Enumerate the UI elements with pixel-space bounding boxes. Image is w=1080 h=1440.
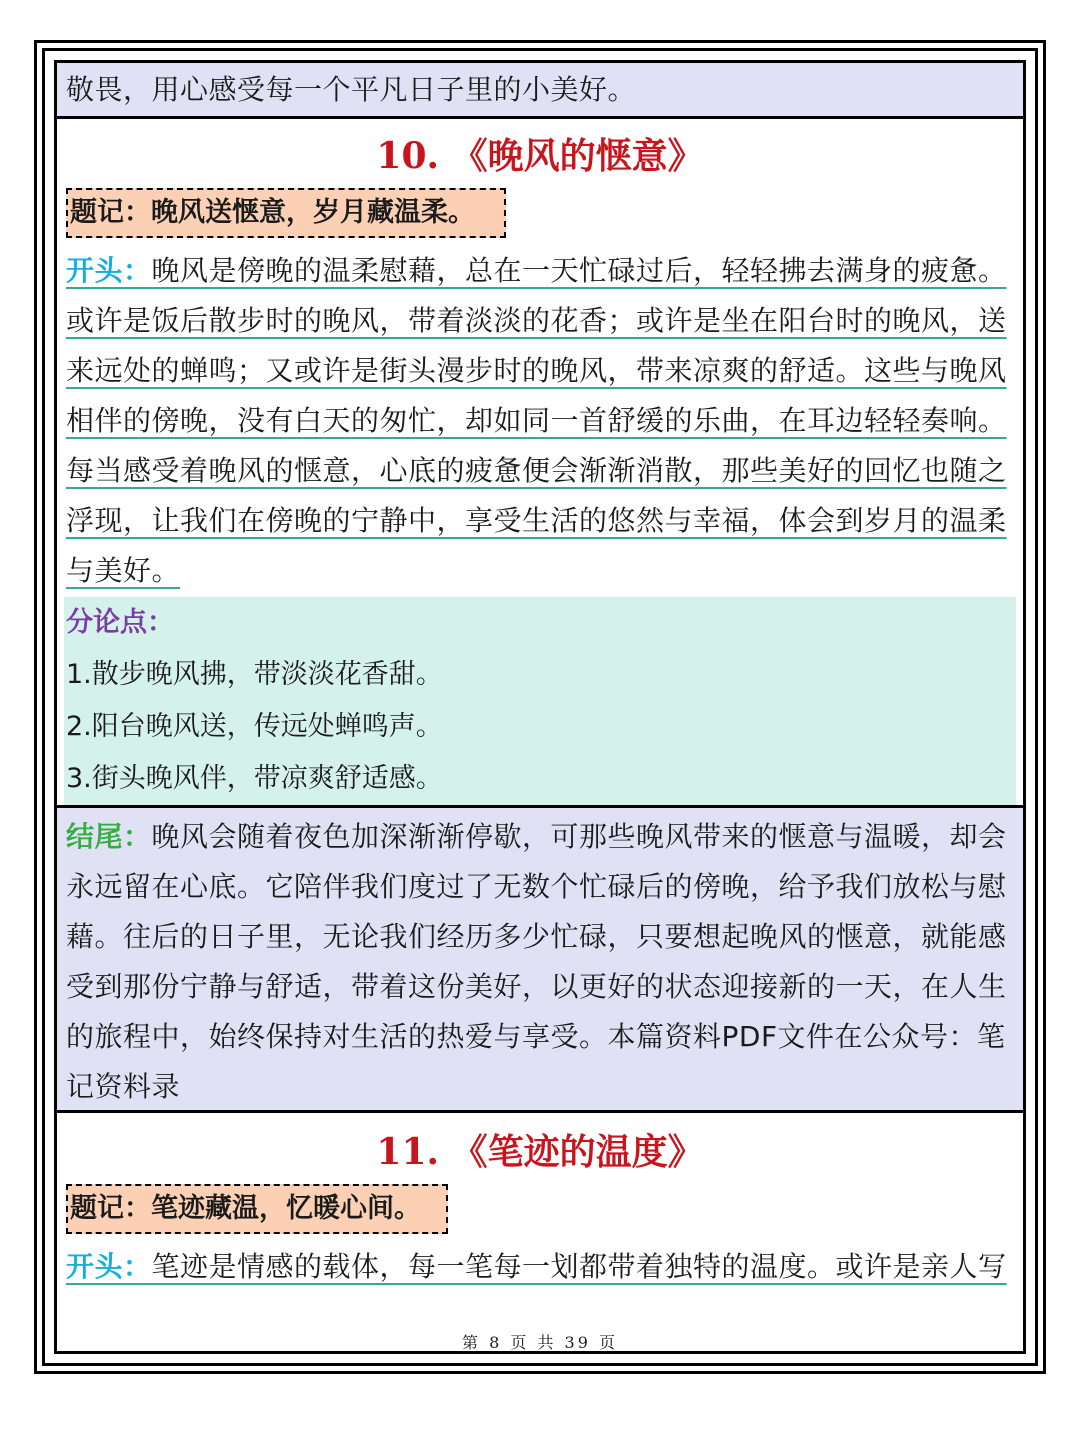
section-11-epigraph: 题记：笔迹藏温，忆暖心间。 (66, 1184, 448, 1234)
divider (57, 1110, 1023, 1113)
section-10-points (64, 597, 1016, 805)
section-11-opening (57, 1242, 1023, 1302)
carryover-block (57, 63, 1023, 116)
section-10-epigraph: 题记：晚风送惬意，岁月藏温柔。 (66, 188, 506, 238)
carryover-text: 敬畏，用心感受每一个平凡日子里的小美好。 (66, 73, 637, 106)
section-10-opening (57, 246, 1023, 596)
ending-text: 晚风会随着夜色加深渐渐停歇，可那些晚风带来的惬意与温暖，却会永远留在心底。它陪伴我们度过了无数个忙碌后的傍晚，给予我们放松与慰藉。往后的日子里，无论我们经历多少忙碌，只要想起晚风的惬意，就能感受到那份宁静与舒适，带着这份美好，以更好的状态迎接新的一天，在人生的旅程中，始终保持对生活的热爱与享受。本篇资料PDF文件在公众号：笔记资料录 (66, 820, 1007, 1103)
opening-label: 开头： (66, 1250, 152, 1283)
points-label-row (64, 597, 1016, 649)
section-11-title: 11. 《笔迹的温度》 (376, 1131, 704, 1173)
point-item: 2.阳台晚风送，传远处蝉鸣声。 (66, 711, 443, 742)
point-item: 3.街头晚风伴，带凉爽舒适感。 (66, 763, 443, 794)
page-number: 第 8 页 共 39 页 (462, 1333, 618, 1352)
opening-text: 晚风是傍晚的温柔慰藉，总在一天忙碌过后，轻轻拂去满身的疲惫。或许是饭后散步时的晚风，带着淡淡的花香；或许是坐在阳台时的晚风，送来远处的蝉鸣；又或许是街头漫步时的晚风，带来凉爽的舒适。这些与晚风相伴的傍晚，没有白天的匆忙，却如同一首舒缓的乐曲，在耳边轻轻奏响。每当感受着晚风的惬意，心底的疲惫便会渐渐消散，那些美好的回忆也随之浮现，让我们在傍晚的宁静中，享受生活的悠然与幸福，体会到岁月的温柔与美好。 (66, 254, 1007, 587)
points-label: 分论点： (66, 607, 174, 638)
point-item: 1.散步晚风拂，带淡淡花香甜。 (66, 659, 443, 690)
section-10-ending (57, 808, 1023, 1110)
opening-label: 开头： (66, 254, 152, 287)
ending-label: 结尾： (66, 820, 152, 853)
section-10-title: 10. 《晚风的惬意》 (376, 135, 704, 177)
divider (57, 116, 1023, 119)
opening-text: 笔迹是情感的载体，每一笔每一划都带着独特的温度。或许是亲人写 (151, 1250, 1007, 1283)
